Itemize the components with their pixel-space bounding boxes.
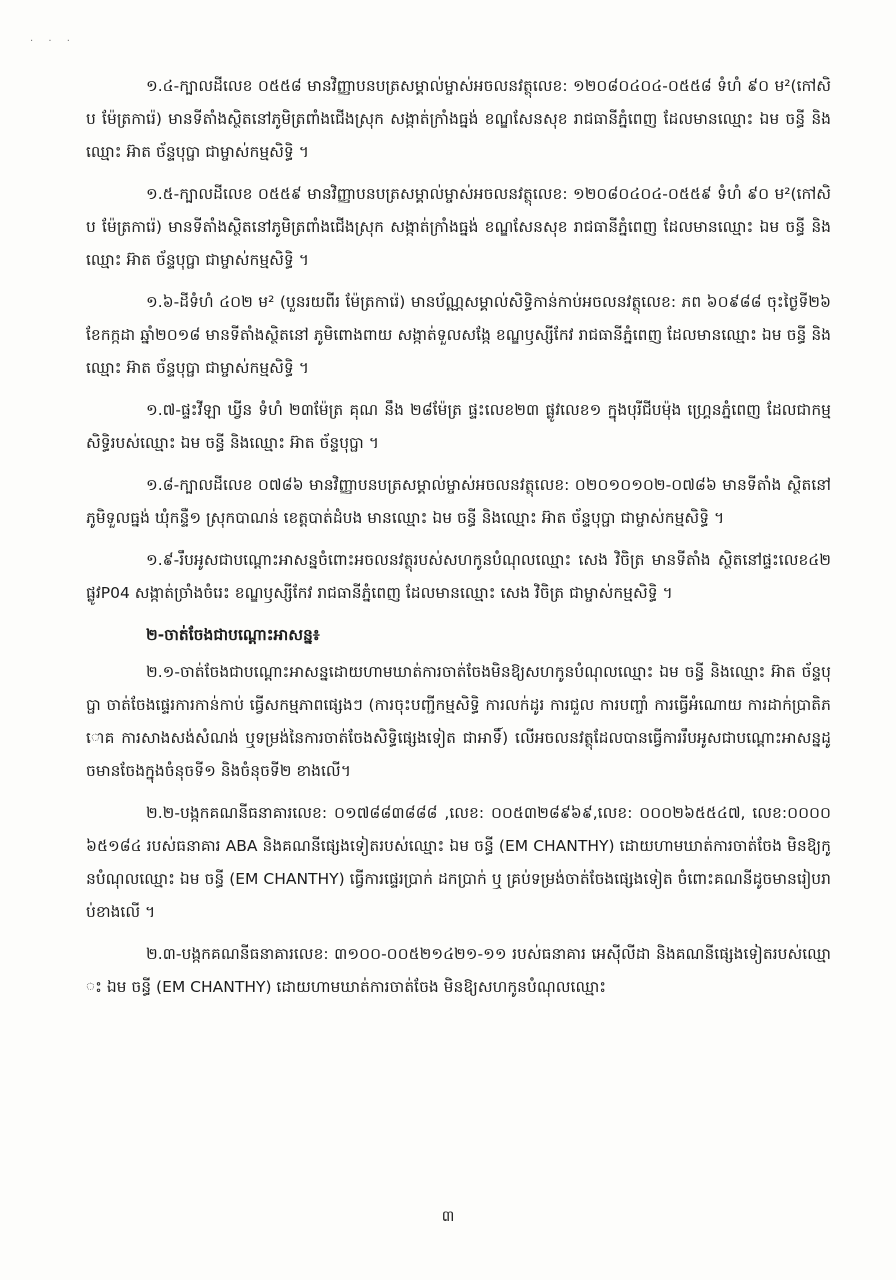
paragraph-2-1: ២.១-ចាត់ចែងជាបណ្ដោះអាសន្នដោយហាមឃាត់ការចាត់ចែងមិនឱ្យសហកូនបំណុលឈ្មោះ ឯម ចន្ធី និងឈ្មោះ អ៊ាត ច័ន្ទបុប្ផា ចាត់ចែងផ្ទេរការកាន់កាប់ ធ្វើសកម្មភាពផ្សេងៗ (ការចុះបញ្ជីកម្មសិទ្ធិ ការលក់ដូរ ការជួល ការបញ្ចាំ ការធ្វើអំណោយ ការដាក់ប្រាតិភោគ ការសាងសង់សំណង់ ឬទម្រង់នៃការចាត់ចែងសិទ្ធិផ្សេងទៀត ជាអាទិ៍) លើអចលនវត្ថុដែលបានធ្វើការរឹបអូសជាបណ្ដោះអាសន្នដូចមានចែងក្នុងចំនុចទី១ និងចំនុចទី២ ខាងលើ។ — [86, 663, 831, 780]
paragraph-1-6: ១.៦-ដីទំហំ ៤០២ ម² (បួនរយពីរ ម៉ែត្រការ៉េ) មានប័ណ្ណសម្គាល់សិទ្ធិកាន់កាប់អចលនវត្ថុលេខ: ភព ៦០៩៨៨ ចុះថ្ងៃទី២៦ ខែកក្កដា ឆ្នាំ២០១៨ មានទីតាំងស្ថិតនៅ ភូមិពោងពាយ សង្កាត់ទួលសង្កែ ខណ្ឌឫស្សីកែវ រាជធានីភ្នំពេញ ដែលមានឈ្មោះ ឯម ចន្ធី និងឈ្មោះ អ៊ាត ច័ន្ទបុប្ផា ជាម្ចាស់កម្មសិទ្ធិ ។ — [86, 293, 831, 377]
paragraph-2-3: ២.៣-បង្កកគណនីធនាគារលេខ: ៣១០០-០០៥២១៤២១-១១ របស់ធនាគារ អេស៊ីលីដា និងគណនីផ្សេងទៀតរបស់ឈ្មោះ ឯម ចន្ធី (EM CHANTHY) ដោយហាមឃាត់ការចាត់ចែង មិនឱ្យសហកូនបំណុលឈ្មោះ — [86, 945, 831, 996]
document-body — [86, 70, 831, 1013]
paragraph-2-2: ២.២-បង្កកគណនីធនាគារលេខ: ០១៧៨៨៣៨៨៨ ,លេខ: ០០៥៣២៨៩៦៩,លេខ: ០០០២៦៥៥៤៧, លេខ:០០០០៦៥១៨៤ របស់ធនាគារ ABA និងគណនីផ្សេងទៀតរបស់ឈ្មោះ ឯម ចន្ធី (EM CHANTHY) ដោយហាមឃាត់ការចាត់ចែង មិនឱ្យកូនបំណុលឈ្មោះ ឯម ចន្ធី (EM CHANTHY) ធ្វើការផ្ទេរប្រាក់ ដកប្រាក់ ឬ គ្រប់ទម្រង់ចាត់ចែងផ្សេងទៀត ចំពោះគណនីដូចមានរៀបរាប់ខាងលើ ។ — [86, 804, 831, 921]
paragraph-1-5: ១.៥-ក្បាលដីលេខ ០៥៥៩ មានវិញ្ញាបនបត្រសម្គាល់ម្ចាស់អចលនវត្ថុលេខ: ១២០៨០៤០៤-០៥៥៩ ទំហំ ៩០ ម²(កៅសិប ម៉ែត្រការ៉េ) មានទីតាំងស្ថិតនៅភូមិត្រពាំងជើងស្រុក សង្កាត់ក្រាំងធ្នង់ ខណ្ឌសែនសុខ រាជធានីភ្នំពេញ ដែលមានឈ្មោះ ឯម ចន្ធី និងឈ្មោះ អ៊ាត ច័ន្ទបុប្ផា ជាម្ចាស់កម្មសិទ្ធិ ។ — [86, 185, 831, 269]
scan-specks: · · · — [30, 36, 76, 47]
section-heading-2: ២-ចាត់ចែងជាបណ្ដោះអាសន្ន៖ — [146, 626, 320, 644]
paragraph-1-7: ១.៧-ផ្ទះវីឡា ឃ្វីន ទំហំ ២៣ម៉ែត្រ គុណ នឹង ២៨ម៉ែត្រ ផ្ទះលេខ២៣ ផ្លូវលេខ១ ក្នុងបុរីជីបម៉ុង ហ្រ្គេនភ្នំពេញ ដែលជាកម្មសិទ្ធិរបស់ឈ្មោះ ឯម ចន្ធី និងឈ្មោះ អ៊ាត ច័ន្ទបុប្ផា ។ — [86, 401, 831, 452]
paragraph-1-8: ១.៨-ក្បាលដីលេខ ០៧៨៦ មានវិញ្ញាបនបត្រសម្គាល់ម្ចាស់អចលនវត្ថុលេខ: ០២០១០១០២-០៧៨៦ មានទីតាំង ស្ថិតនៅភូមិទួលធ្នង់ ឃុំកន្ទឺ១ ស្រុកបាណន់ ខេត្តបាត់ដំបង មានឈ្មោះ ឯម ចន្ធី និងឈ្មោះ អ៊ាត ច័ន្ទបុប្ផា ជាម្ចាស់កម្មសិទ្ធិ ។ — [86, 476, 831, 527]
paragraph-1-9: ១.៩-រឹបអូសជាបណ្ដោះអាសន្នចំពោះអចលនវត្ថុរបស់សហកូនបំណុលឈ្មោះ សេង វិចិត្រ មានទីតាំង ស្ថិតនៅផ្ទះលេខ៤២ ផ្លូវP04 សង្កាត់ច្រាំងចំរេះ ខណ្ឌឫស្សីកែវ រាជធានីភ្នំពេញ ដែលមានឈ្មោះ សេង វិចិត្រ ជាម្ចាស់កម្មសិទ្ធិ ។ — [86, 551, 831, 602]
paragraph-1-4: ១.៤-ក្បាលដីលេខ ០៥៥៨ មានវិញ្ញាបនបត្រសម្គាល់ម្ចាស់អចលនវត្ថុលេខ: ១២០៨០៤០៤-០៥៥៨ ទំហំ ៩០ ម²(កៅសិប ម៉ែត្រការ៉េ) មានទីតាំងស្ថិតនៅភូមិត្រពាំងជើងស្រុក សង្កាត់ក្រាំងធ្នង់ ខណ្ឌសែនសុខ រាជធានីភ្នំពេញ ដែលមានឈ្មោះ ឯម ចន្ធី និងឈ្មោះ អ៊ាត ច័ន្ទបុប្ផា ជាម្ចាស់កម្មសិទ្ធិ ។ — [86, 77, 831, 161]
page-number: ៣ — [441, 1207, 455, 1225]
